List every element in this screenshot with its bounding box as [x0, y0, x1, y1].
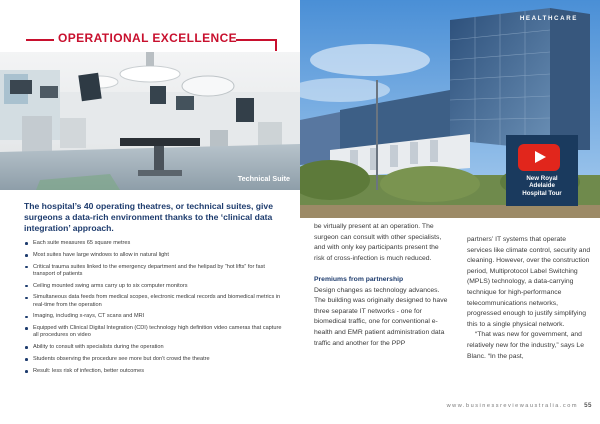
list-item: Ceiling mounted swing arms carry up to six computer monitors [24, 283, 288, 290]
paragraph: Design changes as technology advances. The building was originally designed to have three separate IT networks - one for biomedical traffic, one for conventional e-health and EMR patient administration data traffic and another for the PPP [314, 286, 448, 347]
list-item: Simultaneous data feeds from medical scopes, electronic medical records and biomedical metrics in real-time from the operation [24, 294, 288, 308]
section-label: HEALTHCARE [519, 15, 578, 22]
subheading: Premiums from partnership [314, 275, 404, 283]
paragraph: be virtually present at an operation. The surgeon can consult with other specialists, and with only key participants present the risk of cross-infection is much reduced. [314, 223, 442, 262]
footer-url[interactable]: www.businessreviewaustralia.com [446, 403, 578, 409]
list-item: Imaging, including x-rays, CT scans and MRI [24, 313, 288, 320]
video-label-line: Adelaide [529, 182, 555, 190]
photo-caption: Technical Suite [237, 174, 290, 183]
paragraph: partners’ IT systems that operate services like climate control, security and cleaning. However, over the construction period, Multiprotocol Label Switching (MPLS) technology, a data-carrying technique for high-performance telecommunications networks, progressed enough to justify simplifying this to a single physical network. [467, 236, 591, 328]
video-label-line: New Royal [526, 175, 558, 182]
video-label-line: Hospital Tour [522, 189, 562, 197]
section-title: OPERATIONAL EXCELLENCE [58, 31, 238, 45]
video-label [506, 175, 578, 197]
play-icon[interactable] [518, 144, 560, 171]
lead-paragraph: The hospital’s 40 operating theatres, or technical suites, give surgeons a data-rich environment thanks to the ‘clinical data integration’ approach. [24, 201, 273, 234]
right-page [300, 0, 600, 424]
title-frame-line-left [26, 39, 54, 41]
text-column-2 [467, 235, 592, 362]
feature-list [24, 240, 288, 380]
video-tour-card[interactable] [506, 135, 578, 206]
operating-theatre-photo [0, 52, 300, 190]
list-item: Students observing the procedure see more but don’t crowd the theatre [24, 356, 288, 363]
list-item: Result: less risk of infection, better outcomes [24, 368, 288, 375]
list-item: Critical trauma suites linked to the emergency department and the helipad by “hot lifts” for fast transport of patients [24, 264, 288, 278]
text-column-1 [314, 222, 449, 349]
title-frame-line-right [236, 39, 276, 41]
list-item: Most suites have large windows to allow in natural light [24, 252, 288, 259]
title-frame-line-vertical [275, 39, 277, 51]
paragraph: “That was new for government, and relatively new for the industry,” says Le Blanc. “In the past, [467, 331, 584, 360]
list-item: Each suite measures 65 square metres [24, 240, 288, 247]
list-item: Ability to consult with specialists during the operation [24, 344, 288, 351]
page-number: 55 [584, 402, 592, 409]
list-item: Equipped with Clinical Digital Integration (CDI) technology high definition video cameras that capture all procedures on video [24, 325, 288, 339]
